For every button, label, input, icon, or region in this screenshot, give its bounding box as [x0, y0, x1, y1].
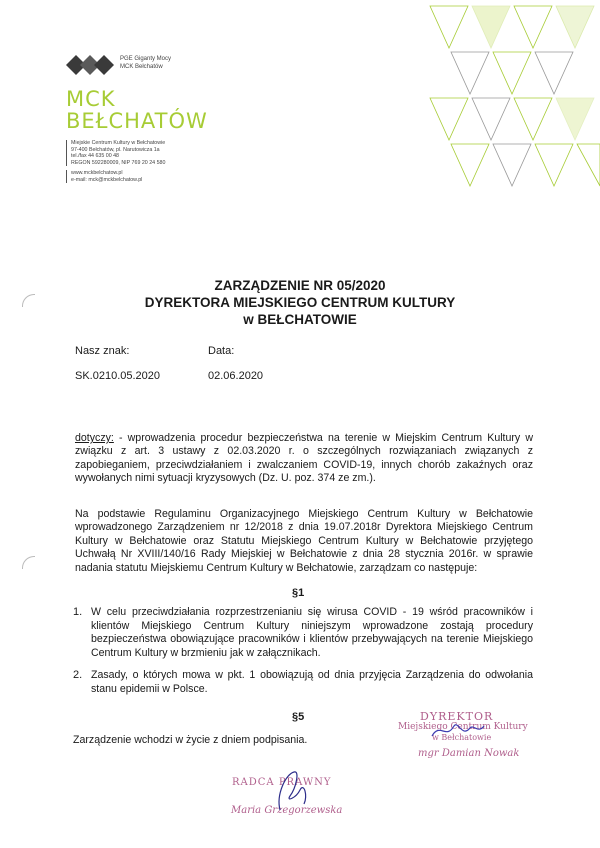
contact-web-block	[66, 170, 142, 183]
document-title: ZARZĄDZENIE NR 05/2020	[214, 278, 386, 293]
director-signature	[428, 716, 488, 744]
contact-line: Miejskie Centrum Kultury w Bełchatowie	[71, 140, 166, 146]
document-place: w BEŁCHATOWIE	[243, 312, 357, 327]
list-item-text: Zasady, o których mowa w pkt. 1 obowiązują od dnia przyjęcia Zarządzenia do odwołania stanu epidemii w Polsce.	[91, 669, 533, 695]
date-value: 02.06.2020	[208, 370, 264, 382]
email-link[interactable]: e-mail: mck@mckbelchatow.pl	[71, 176, 143, 183]
reference-label: Nasz znak:	[75, 345, 130, 357]
date-label: Data:	[208, 345, 235, 357]
concerns-paragraph	[75, 432, 533, 486]
effective-date-text: Zarządzenie wchodzi w życie z dniem podpisania.	[73, 734, 308, 746]
director-stamp-place: w Bełchatowie	[432, 733, 492, 742]
margin-mark	[22, 556, 35, 569]
brand-line-2: MCK Bełchatów	[120, 64, 163, 70]
concerns-text: - wprowadzenia procedur bezpieczeństwa na terenie w Miejskim Centrum Kultury w związku z art. 3 ustawy z 02.03.2020 r. o szczególnych rozwiązaniach związanych z zapobieganiem, przeciwdziałaniem i zwalczaniem COVID-19, innych chorób zakaźnych oraz wywołanych nimi sytuacji kryzysowych (Dz. U. poz. 374 ze zm.).	[75, 432, 533, 485]
section-5-mark: §5	[292, 711, 305, 723]
legal-basis-paragraph: Na podstawie Regulaminu Organizacyjnego Miejskiego Centrum Kultury w Bełchatowie wprowadzonego Zarządzeniem nr 12/2018 z dnia 19.07.2018r Dyrektora Miejskiego Centrum Kultury w Bełchatowie oraz Statutu Miejskiego Centrum Kultury w Bełchatowie przyjętego Uchwałą Nr XVIII/140/16 Rady Miejskiej w Bełchatowie z dnia 28 stycznia 2016r. w sprawie nadania statutu Miejskiemu Centrum Kultury w Bełchatowie, zarządzam co następuje:	[75, 508, 533, 574]
director-name: mgr Damian Nowak	[418, 748, 520, 759]
legal-stamp-title: RADCA PRAWNY	[232, 777, 332, 788]
concerns-label: dotyczy:	[75, 432, 114, 444]
mck-logo-icon	[66, 52, 114, 78]
reference-value: SK.0210.05.2020	[75, 370, 161, 382]
list-number: 1.	[73, 606, 83, 618]
logo-text-city: BEŁCHATÓW	[66, 109, 208, 133]
section-1-mark: §1	[292, 587, 305, 599]
margin-mark	[22, 294, 35, 307]
contact-line: REGON 592280009, NIP 769 20 24 580	[71, 159, 166, 166]
contact-block	[66, 140, 165, 166]
director-stamp-title: DYREKTOR	[420, 710, 494, 723]
director-stamp-line: Miejskiego Centrum Kultury	[398, 722, 528, 732]
legal-counsel-name: Maria Grzegorzewska	[231, 805, 343, 816]
contact-line: tel./fax 44 635 00 48	[71, 153, 120, 160]
legal-signature	[266, 768, 316, 814]
logo-text-mck: MCK	[66, 87, 116, 111]
contact-line: 97-400 Bełchatów, pl. Narutowicza 1a	[71, 146, 160, 153]
list-number: 2.	[73, 669, 83, 681]
website-link[interactable]: www.mckbelchatow.pl	[71, 170, 123, 176]
brand-line-1: PGE Giganty Mocy	[120, 56, 172, 62]
document-issuer: DYREKTORA MIEJSKIEGO CENTRUM KULTURY	[144, 295, 456, 310]
list-item-text: W celu przeciwdziałania rozprzestrzenianiu się wirusa COVID - 19 wśród pracowników i klientów Miejskiego Centrum Kultury niniejszym wprowadzone zostają procedury bezpieczeństwa obowiązujące pracowników i klientów przebywających na terenie Miejskiego Centrum Kultury w brzmieniu jak w załącznikach.	[91, 606, 533, 659]
triangle-pattern	[340, 0, 600, 200]
